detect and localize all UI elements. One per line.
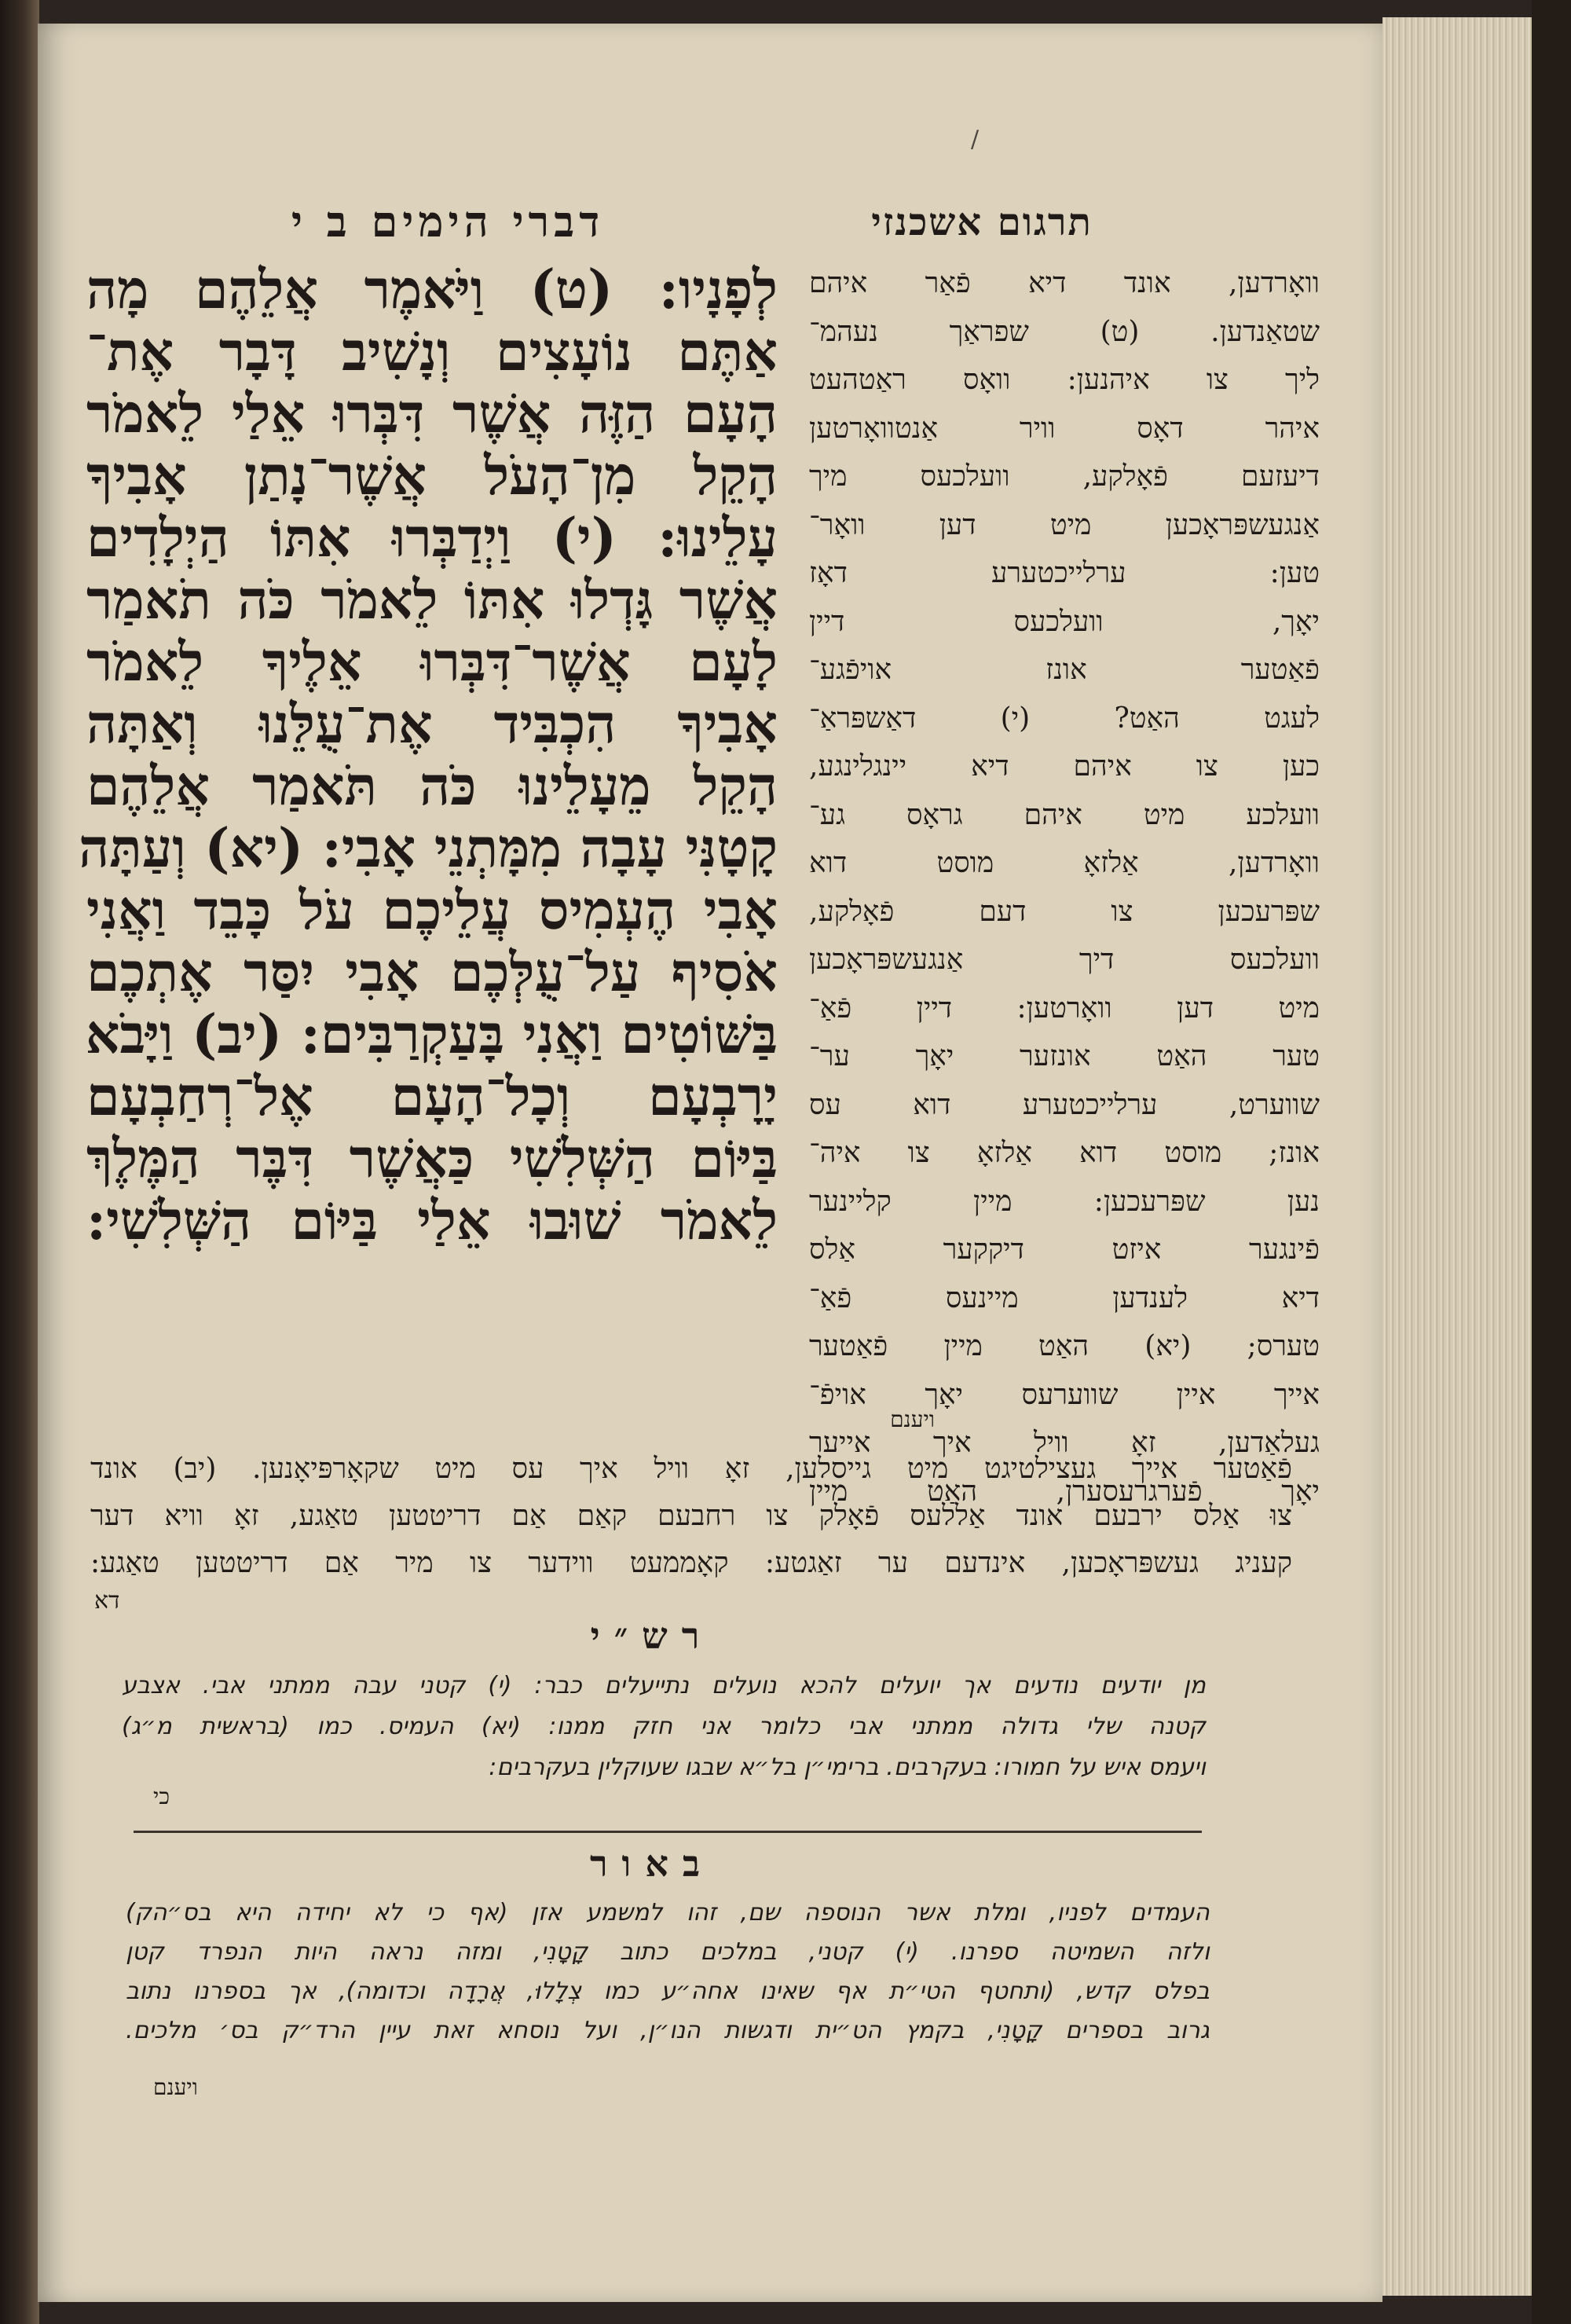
targum-line: אַנגעשפּראָכען מיט דען וואָר־ xyxy=(809,508,1320,541)
targum-line: אונז; מוסט דוא אַלזאָ צו איה־ xyxy=(809,1137,1320,1169)
main-text-line: הָקֵל מִן־הָעֹל אֲשֶׁר־נָתַן אָבִיךָ xyxy=(86,445,778,508)
targum-line: איהר דאָס וויר אַנטוואָרטען xyxy=(809,412,1320,445)
targum-line: לעגט האַט? (י) דאַשפּראַ־ xyxy=(809,702,1320,735)
targum-line: פֿינגער איזט דיקקער אַלס xyxy=(809,1233,1320,1266)
targum-line: טערס; (יא) האַט מיין פֿאַטער xyxy=(809,1330,1320,1362)
targum-line: געלאַדען, זאָ וויל איך אייער xyxy=(809,1427,1320,1459)
page-edges xyxy=(1382,17,1536,2296)
running-head-targum: תרגום אשכנזי xyxy=(871,200,1093,244)
targum-line: וועלכעס דיך אַנגעשפּראָכען xyxy=(809,944,1320,976)
targum-line: נען שפּרעכען: מיין קליינער xyxy=(809,1185,1320,1218)
main-text-line: הָקֵל מֵעָלֵינוּ כֹּה תֹּאמַר אֲלֵהֶם xyxy=(86,755,778,818)
targum-line: ליך צו איהנען: וואָס ראַטהעט xyxy=(809,364,1320,396)
main-text-line: לֵאמֹר שׁוּבוּ אֵלַי בַּיּוֹם הַשְּׁלִשִׁי: xyxy=(86,1189,778,1252)
rashi-heading: רש״י xyxy=(590,1615,714,1657)
biur-line: בפלס קדש, (ותחטף הטי״ת אף שאינו אחה״ע כמו צְלָלוּ, אֲרָדָה וכדומה), אך בספרנו נתוב xyxy=(126,1978,1210,2005)
main-text-line: לְפָנָיו: (ט) וַיֹּאמֶר אֲלֵהֶם מָה xyxy=(86,258,778,321)
main-text-line: אֲשֶׁר גָּדְלוּ אִתּוֹ לֵאמֹר כֹּה תֹאמַר xyxy=(86,569,778,632)
targum-line: וואָרדען, אַלזאָ מוסט דוא xyxy=(809,847,1320,879)
targum-line: שטאַנדען. (ט) שפראַך נעהמ־ xyxy=(809,315,1320,348)
targum-line: וואָרדען, אונד דיא פֿאַר איהם xyxy=(809,267,1320,299)
targum-line: מיט דען וואָרטען: דיין פֿאַ־ xyxy=(809,992,1320,1025)
main-text-column xyxy=(79,258,778,1252)
book-spine xyxy=(0,0,39,2324)
main-text-line: אֹסִיף עַל־עֻלְּכֶם אָבִי יִסַּר אֶתְכֶם xyxy=(86,941,778,1004)
targum-line: דיעזעם פֿאָלקע, וועלכעס מיך xyxy=(809,460,1320,493)
targum-line: אייך איין שווערעס יאָך אויפֿ־ xyxy=(809,1378,1320,1411)
pencil-mark: / xyxy=(971,126,980,153)
targum-line: יאָך פֿערגרעסערן, האַט מיין xyxy=(809,1475,1320,1508)
main-text-line: בַּשּׁוֹטִים וַאֲנִי בָּעַקְרַבִּים: (יב) וַיָּבֹא xyxy=(85,1003,778,1066)
main-text-line: אָבִי הֶעְמִיס עֲלֵיכֶם עֹל כָּבֵד וַאֲנִי xyxy=(86,879,778,942)
targum-line: שפּרעכען צו דעם פֿאָלקע, xyxy=(809,895,1320,928)
biur-line: גרוב בספרים קָטָנִי, בקמץ הט״ית ודגשות הנו״ן, ועל נוסחא זאת עיין הרד״ק בס׳ מלכים. xyxy=(126,2017,1210,2044)
targum-line: דיא לענדען מיינעס פֿאַ־ xyxy=(809,1281,1320,1314)
targum-line: פֿאַטער אונז אויפֿגע־ xyxy=(809,654,1320,686)
catchword-main: ויענם xyxy=(890,1406,935,1432)
targum-line: טען: ערלייכטערע דאָז xyxy=(809,557,1320,589)
catchword-rashi: כי xyxy=(153,1783,170,1809)
rashi-commentary xyxy=(122,1666,1206,1788)
biur-line: העמדים לפניו, ומלת אשר הנוספה שם, זהו למשמע אזן (אף כי לא יחידה היא בס״הק) xyxy=(126,1899,1210,1926)
targum-full-line: צוּ אַלס ירבעם אונד אַללעס פֿאָלק צו רחבעם קאַם אַם דריטטען טאַגע, זאָ וויא דער xyxy=(90,1500,1292,1532)
targum-line: כען צו איהם דיא יינגלינגע, xyxy=(809,750,1320,783)
main-text-line: הָעָם הַזֶּה אֲשֶׁר דִּבְּרוּ אֵלַי לֵאמֹר xyxy=(86,383,778,445)
targum-full-width xyxy=(90,1446,1292,1587)
targum-full-line: קעניג געשפּראָכען, אינדעם ער זאַגטע: קאָממעט ווידער צו מיר אַם דריטטען טאַגע: xyxy=(90,1547,1292,1579)
targum-line: וועלכע מיט איהם גראָס גע־ xyxy=(809,798,1320,831)
main-text-line: לָעָם אֲשֶׁר־דִּבְּרוּ אֵלֶיךָ לֵאמֹר xyxy=(86,631,778,694)
running-head-main: דברי הימים ב י xyxy=(291,196,605,247)
main-text-line: אַתֶּם נוֹעָצִים וְנָשִׁיב דָּבָר אֶת־ xyxy=(86,321,778,383)
targum-line: שווערט, ערלייכטערע דוא עס xyxy=(809,1088,1320,1121)
rashi-line: קטנה שלי גדולה ממתני אבי כלומר אני חזק ממנו: (יא) העמיס. כמו (בראשית מ״ג) xyxy=(122,1713,1206,1740)
main-text-line: עָלֵינוּ: (י) וַיְדַבְּרוּ אִתּוֹ הַיְלָדִים xyxy=(86,507,778,570)
main-text-line: בַּיּוֹם הַשְּׁלִשִׁי כַּאֲשֶׁר דִּבֶּר הַמֶּלֶךְ xyxy=(86,1127,778,1190)
main-text-line: אָבִיךָ הִכְבִּיד אֶת־עֻלֵּנוּ וְאַתָּה xyxy=(86,693,778,756)
biur-line: ולזה השמיטה ספרנו. (י) קטני, במלכים כתוב קָטָנִי, ומזה נראה היות הנפרד קטן xyxy=(126,1938,1210,1966)
catchword-targum: דא xyxy=(94,1587,120,1615)
rashi-line: מן יודעים נודעים אך יועלים להכא נועלים נתייעלים כבר: (י) קטני עבה ממתני אבי. אצבע xyxy=(122,1672,1206,1699)
targum-full-line: פֿאַטער אייך געצילטיגט מיט גייסלען, זאָ וויל איך עס מיט שקאָרפּיאָנען. (יב) אונד xyxy=(90,1453,1292,1485)
targum-column xyxy=(809,259,1320,1516)
targum-line: טער האַט אונזער יאָך ער־ xyxy=(809,1040,1320,1072)
biur-commentary xyxy=(126,1893,1210,2051)
biur-heading: באור xyxy=(589,1842,715,1885)
background-edge xyxy=(1532,0,1571,2324)
catchword-biur: ויענם xyxy=(153,2074,198,2100)
main-text-line: יָרָבְעָם וְכָל־הָעָם אֶל־רְחַבְעָם xyxy=(86,1065,778,1128)
rashi-line: ויעמס איש על חמורו: בעקרבים. ברימי״ן בל״א שבגו שעוקלין בעקרבים: xyxy=(489,1754,1206,1781)
main-text-line: קָטָנִּי עָבָה מִמָּתְנֵי אָבִי: (יא) וְעַתָּה xyxy=(79,817,778,880)
targum-line: יאָך, וועלכעס דיין xyxy=(809,605,1320,638)
section-divider xyxy=(134,1831,1202,1833)
